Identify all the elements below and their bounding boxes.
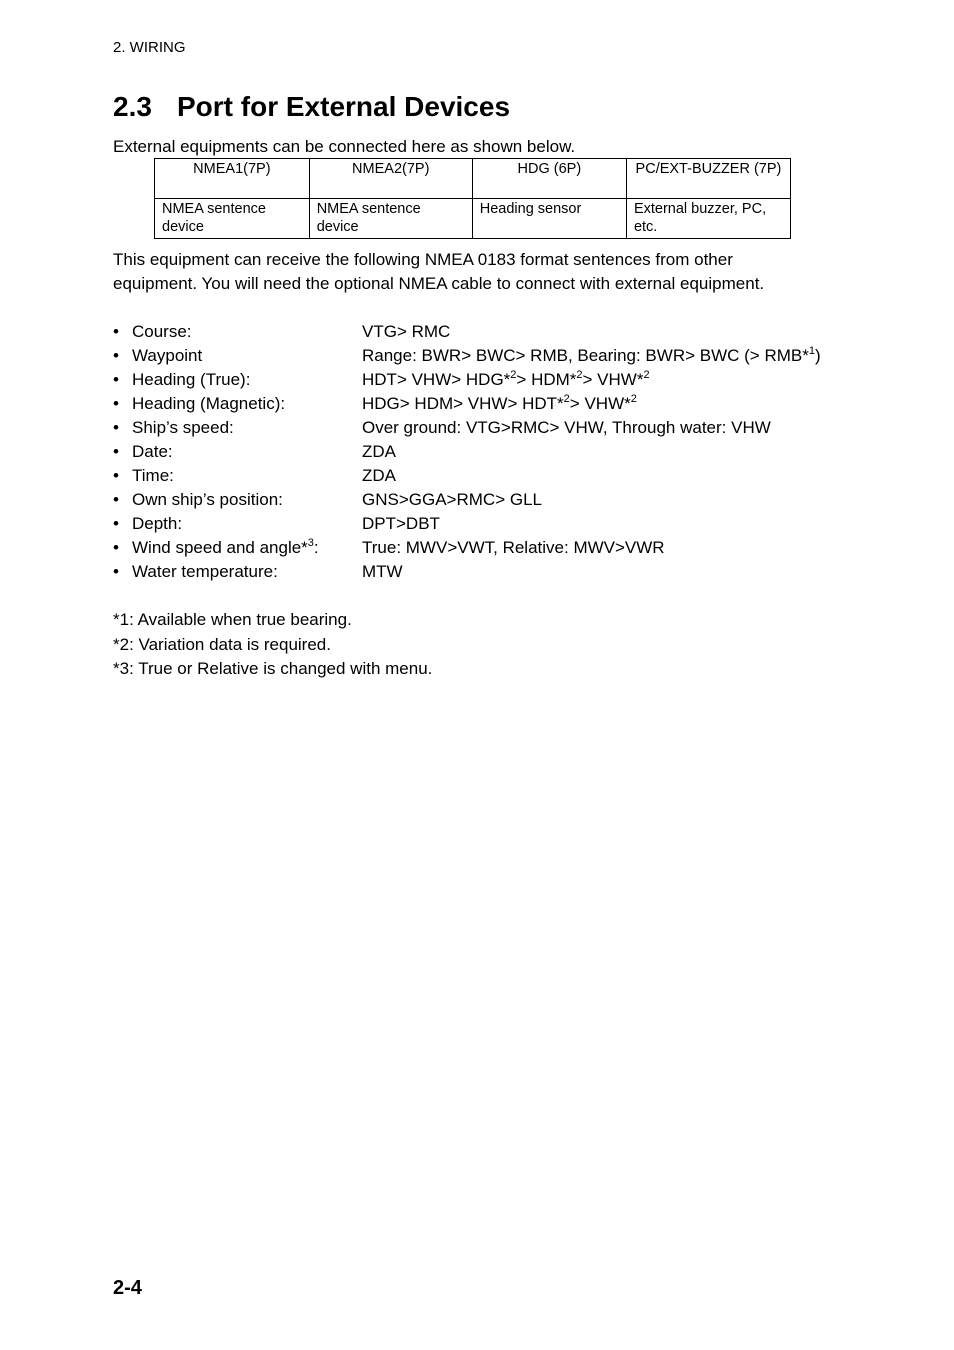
footnote: *1: Available when true bearing.	[113, 610, 352, 629]
item-value: DPT>DBT	[362, 514, 440, 533]
header-nmea1: NMEA1(7P)	[155, 159, 310, 199]
item-value	[362, 392, 637, 416]
item-label	[132, 536, 319, 560]
bullet: •	[113, 490, 119, 509]
item-value: ZDA	[362, 466, 396, 485]
item-label: Time:	[132, 466, 174, 485]
label-text: Wind speed and angle*	[132, 538, 308, 557]
item-label: Waypoint	[132, 346, 203, 365]
cell-heading-sensor: Heading sensor	[472, 199, 626, 239]
ports-table-header-row	[155, 159, 791, 199]
paragraph-line: equipment. You will need the optional NMEA cable to connect with external equipment.	[113, 274, 765, 293]
bullet: •	[113, 466, 119, 485]
bullet: •	[113, 562, 119, 581]
item-value: ZDA	[362, 442, 396, 461]
footnotes	[113, 608, 432, 682]
bullet: •	[113, 538, 119, 557]
footnote-ref: 2	[643, 369, 650, 381]
bullet: •	[113, 322, 119, 341]
section-title-text: Port for External Devices	[177, 91, 511, 122]
paragraph-line: This equipment can receive the following NMEA 0183 format sentences from other	[113, 250, 733, 269]
value-text: )	[814, 346, 821, 365]
section-number: 2.3	[113, 91, 152, 122]
item-label: Ship’s speed:	[132, 418, 234, 437]
footnote-ref: 2	[630, 393, 637, 405]
cell-nmea2-device: NMEA sentence device	[309, 199, 472, 239]
value-text: HDG> HDM> VHW> HDT*	[362, 394, 564, 413]
header-pc-ext-buzzer: PC/EXT-BUZZER (7P)	[626, 159, 790, 199]
value-text: > HDM*	[516, 370, 577, 389]
header-nmea2: NMEA2(7P)	[309, 159, 472, 199]
footnote-ref: 1	[808, 345, 815, 357]
bullet: •	[113, 418, 119, 437]
item-label: Heading (Magnetic):	[132, 394, 286, 413]
value-text: > VHW*	[569, 394, 631, 413]
value-text: HDT> VHW> HDG*	[362, 370, 511, 389]
item-label: Own ship’s position:	[132, 490, 283, 509]
footnote-ref: 3	[307, 537, 314, 549]
label-text: :	[313, 538, 319, 557]
footnote-ref: 2	[510, 369, 517, 381]
footnote-ref: 2	[563, 393, 570, 405]
item-value	[362, 344, 821, 368]
bullet: •	[113, 514, 119, 533]
cell-nmea1-device: NMEA sentence device	[155, 199, 310, 239]
header-hdg: HDG (6P)	[472, 159, 626, 199]
item-value: GNS>GGA>RMC> GLL	[362, 490, 542, 509]
item-value: Over ground: VTG>RMC> VHW, Through water: VHW	[362, 418, 771, 437]
footnote: *3: True or Relative is changed with menu.	[113, 659, 433, 678]
item-label: Course:	[132, 322, 192, 341]
bullet: •	[113, 442, 119, 461]
footnote-ref: 2	[576, 369, 583, 381]
item-label: Water temperature:	[132, 562, 278, 581]
item-label: Date:	[132, 442, 173, 461]
page-number: 2-4	[113, 1277, 142, 1299]
section-title	[113, 90, 510, 124]
item-label: Depth:	[132, 514, 183, 533]
table-row	[155, 199, 791, 239]
intro-text: External equipments can be connected here as shown below.	[113, 137, 576, 156]
ports-table	[154, 158, 791, 239]
item-value	[362, 368, 650, 392]
footnote: *2: Variation data is required.	[113, 634, 331, 654]
bullet: •	[113, 394, 119, 413]
value-text: > VHW*	[582, 370, 644, 389]
bullet: •	[113, 370, 119, 389]
bullet: •	[113, 346, 119, 365]
nmea-paragraph	[113, 248, 853, 296]
item-value: VTG> RMC	[362, 322, 451, 341]
item-value: MTW	[362, 562, 403, 581]
cell-external-buzzer: External buzzer, PC, etc.	[626, 199, 790, 239]
item-label: Heading (True):	[132, 370, 251, 389]
running-header: 2. WIRING	[113, 39, 186, 56]
item-value: True: MWV>VWT, Relative: MWV>VWR	[362, 538, 665, 557]
value-text: Range: BWR> BWC> RMB, Bearing: BWR> BWC (> RMB*	[362, 346, 809, 365]
